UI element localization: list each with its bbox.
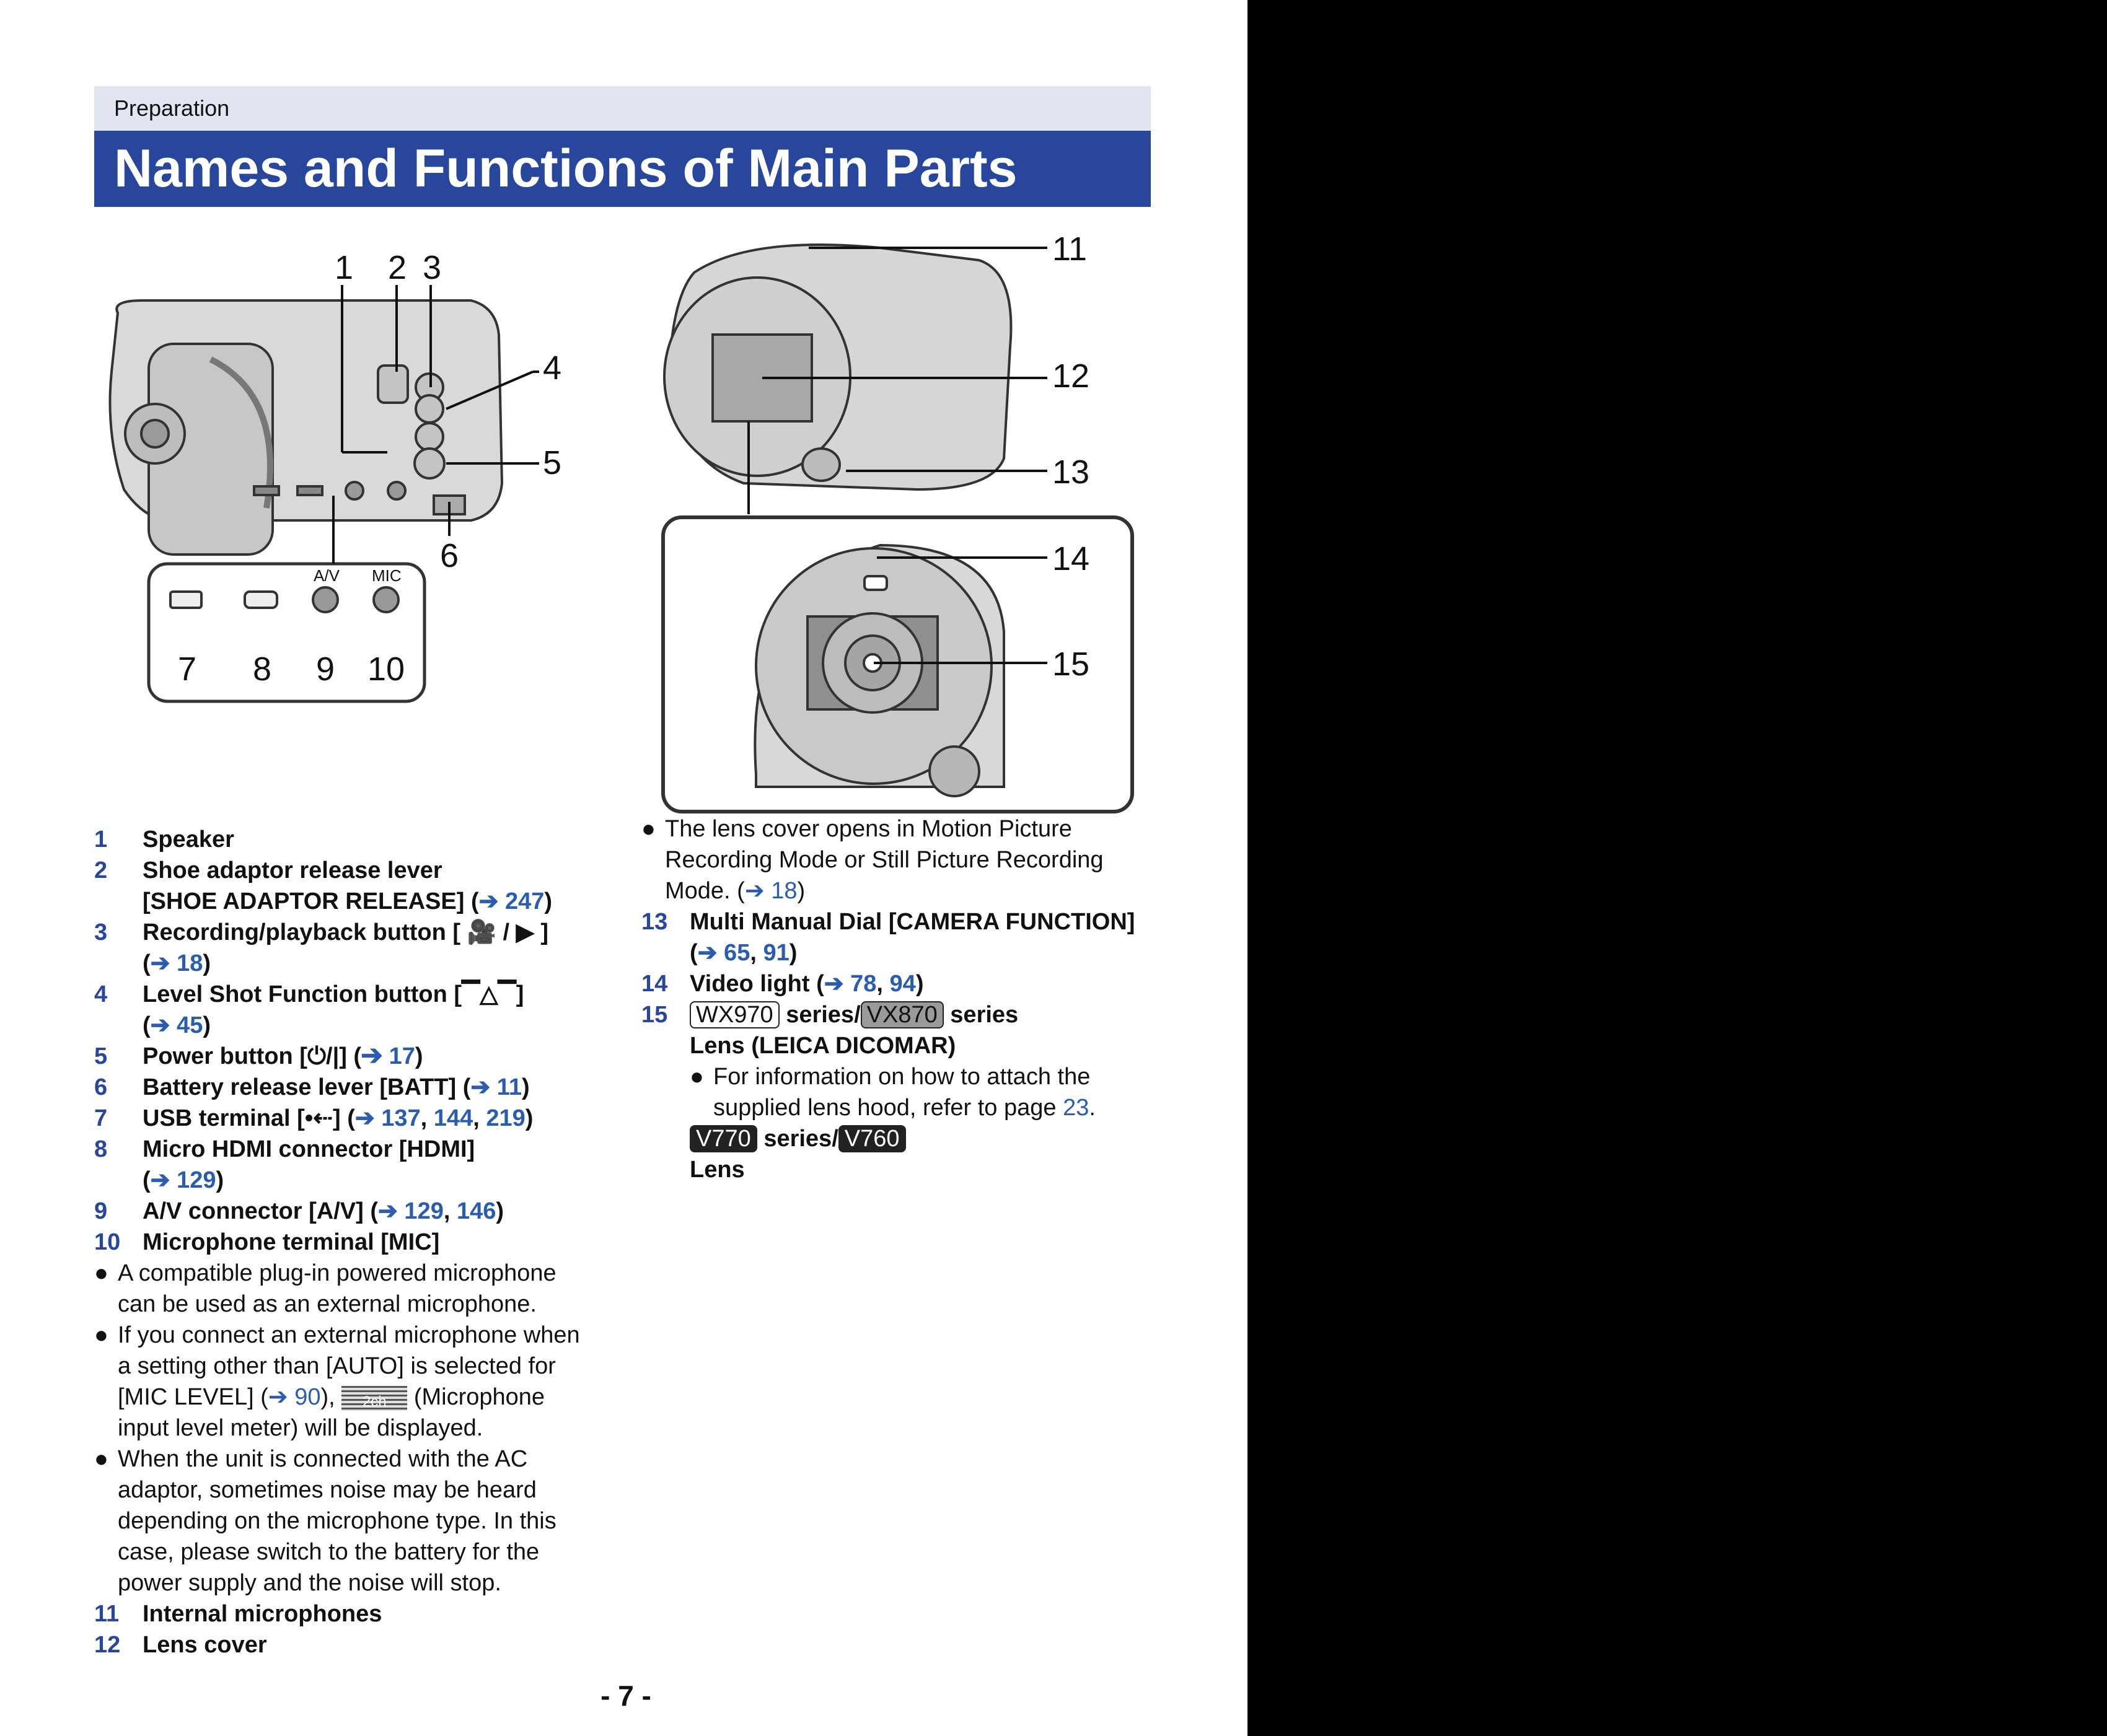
callout-4: 4 [543,349,562,387]
callout-3: 3 [423,249,442,286]
page-link[interactable]: ➔ 45 [150,1012,203,1038]
callout-5: 5 [543,444,562,481]
page-link[interactable]: 146 [456,1198,496,1224]
page-link[interactable]: 91 [763,940,790,966]
av-terminal-label: A/V [314,566,340,585]
page-link[interactable]: ➔ 65 [697,940,750,966]
callout-6: 6 [440,537,459,574]
model-tag: WX970 [690,1001,780,1028]
right-parts-list: ● The lens cover opens in Motion Picture Recording Mode or Still Picture Recording Mode. (➔ 18) 13 Multi Manual Dial [CAMERA FUNCTION] (➔ 65, 91) 14 Video light (➔ 78, 94) 15 WX970 series/ VX870 series Lens (LEICA DICOMAR) ● For information on how to attach the supplied lens hood, refer to page 23. V770 series/ V760 Lens [641,816,1135,1183]
page-link[interactable]: ➔ 129 [378,1198,444,1224]
page-link[interactable]: 219 [486,1105,526,1131]
page-link[interactable]: 144 [433,1105,473,1131]
page-link[interactable]: ➔ 18 [150,950,203,976]
callout-1: 1 [335,249,354,286]
callout-13: 13 [1052,454,1090,491]
page-title: Names and Functions of Main Parts [94,131,1151,207]
callout-7: 7 [178,651,197,688]
callout-15: 15 [1052,646,1090,683]
model-tag: VX870 [861,1001,944,1028]
camera-side-view [110,300,503,555]
page-link[interactable]: 94 [889,971,916,997]
left-parts-list: 1 Speaker 2 Shoe adaptor release lever [SHOE ADAPTOR RELEASE] (➔ 247) 3 Recording/playback button [ 🎥 / ▶ ] (➔ 18) 4 Level Shot Function button [▔△▔] (➔ 45) 5 Power button [⏻/|] (➔ 17) 6 Battery release lever [BATT] (➔ 11) 7 USB terminal [•⇠] (➔ 137, 144, 219) 8 Micro HDMI connector [HDMI] (➔ 129) 9 A/V connector [A/V] (➔ 129, 146) 10 Microphone terminal [MIC] ● A compatible plug-in powered microphone can be used as an external microphone. ● If you connect an external microphone when a setting other than [AUTO] is selected for [MIC LEVEL] (➔ 90), 2ch (Microphone input level meter) will be displayed. ● When the unit is connected with the AC adaptor, sometimes noise may be heard depending on the microphone type. In this case, please switch to the battery for the power supply and the noise will stop. 11 Internal microphones 12 Lens cover [94,826,580,1658]
power-icon: ⏻/| [307,1043,340,1069]
page-link[interactable]: ➔ 90 [268,1384,321,1410]
callout-11: 11 [1052,230,1088,268]
page-link[interactable]: ➔ 137 [354,1105,421,1131]
mic-level-meter-icon: 2ch [341,1386,407,1411]
page-number: - 7 - [600,1680,651,1712]
callout-14: 14 [1052,540,1090,577]
page-link[interactable]: 23 [1063,1095,1089,1121]
page-link[interactable]: ➔ 78 [824,971,877,997]
mic-terminal-label: MIC [372,566,402,585]
callout-8: 8 [253,651,272,688]
level-shot-icon: ▔△▔ [462,981,516,1007]
model-tag: V760 [838,1125,906,1152]
usb-icon: •⇠ [304,1105,333,1131]
callout-10: 10 [367,651,405,688]
page-link[interactable]: ➔ 17 [361,1043,415,1069]
model-tag: V770 [690,1125,757,1152]
callout-9: 9 [316,651,335,688]
camera-front-view [664,245,1011,489]
page-link[interactable]: ➔ 247 [478,888,545,914]
page-link[interactable]: ➔ 129 [150,1167,216,1193]
playback-icon: ▶ [516,919,534,945]
callout-12: 12 [1052,357,1090,395]
page-link[interactable]: ➔ 11 [470,1074,522,1100]
section-breadcrumb: Preparation [94,86,1151,131]
page-link[interactable]: ➔ 18 [744,878,798,904]
movie-camera-icon: 🎥 [467,919,496,945]
callout-2: 2 [388,249,407,286]
